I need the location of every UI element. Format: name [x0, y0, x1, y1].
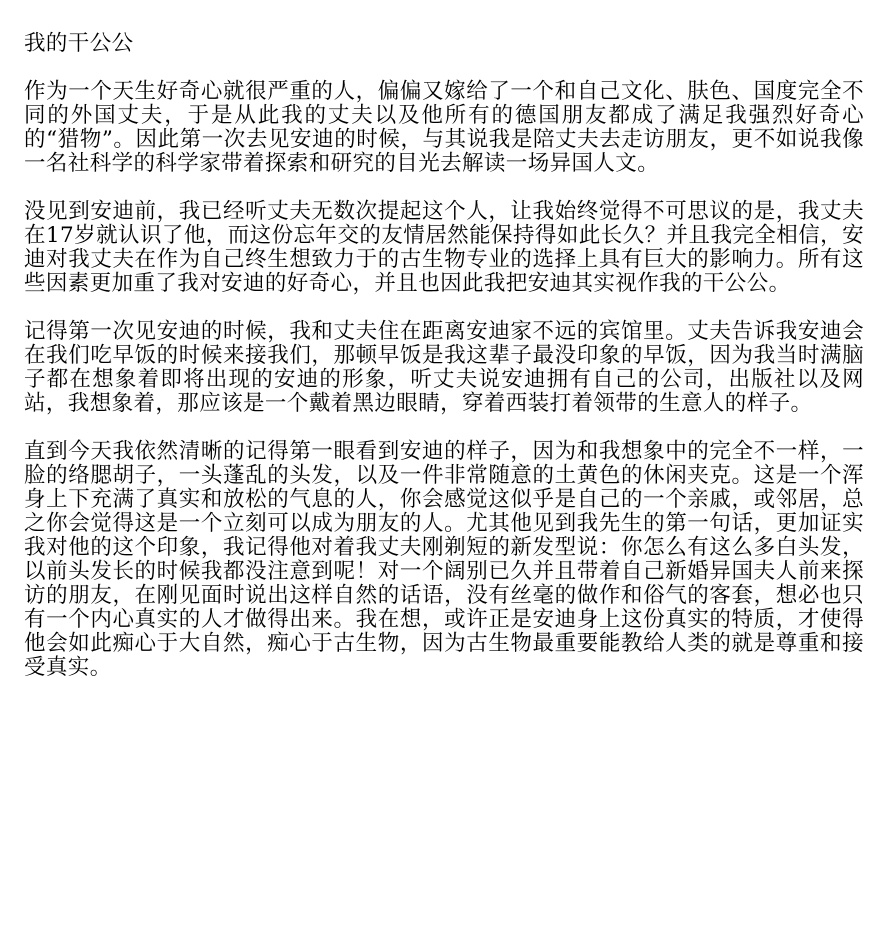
paragraph-3: 记得第一次见安迪的时候，我和丈夫住在距离安迪家不远的宾馆里。丈夫告诉我安迪会在我们吃早饭的时候来接我们，那顿早饭是我这辈子最没印象的早饭，因为我当时满脑子都在想象着即将出现的安迪的形象，听丈夫说安迪拥有自己的公司，出版社以及网站，我想象着，那应该是一个戴着黑边眼睛，穿着西装打着领带的生意人的样子。 [24, 319, 864, 416]
paragraph-2: 没见到安迪前，我已经听丈夫无数次提起这个人，让我始终觉得不可思议的是，我丈夫在17岁就认识了他，而这份忘年交的友情居然能保持得如此长久？并且我完全相信，安迪对我丈夫在作为自己终生想致力于的古生物专业的选择上具有巨大的影响力。所有这些因素更加重了我对安迪的好奇心，并且也因此我把安迪其实视作我的干公公。 [24, 199, 864, 296]
paragraph-4: 直到今天我依然清晰的记得第一眼看到安迪的样子，因为和我想象中的完全不一样，一脸的络腮胡子，一头蓬乱的头发，以及一件非常随意的土黄色的休闲夹克。这是一个浑身上下充满了真实和放松的气息的人，你会感觉这似乎是自己的一个亲戚，或邻居，总之你会觉得这是一个立刻可以成为朋友的人。尤其他见到我先生的第一句话，更加证实我对他的这个印象，我记得他对着我丈夫刚剃短的新发型说：你怎么有这么多白头发，以前头发长的时候我都没注意到呢！对一个阔别已久并且带着自己新婚异国夫人前来探访的朋友，在刚见面时说出这样自然的话语，没有丝毫的做作和俗气的客套，想必也只有一个内心真实的人才做得出来。我在想，或许正是安迪身上这份真实的特质，才使得他会如此痴心于大自然，痴心于古生物，因为古生物最重要能教给人类的就是尊重和接受真实。 [24, 439, 864, 680]
paragraph-1: 作为一个天生好奇心就很严重的人，偏偏又嫁给了一个和自己文化、肤色、国度完全不同的外国丈夫，于是从此我的丈夫以及他所有的德国朋友都成了满足我强烈好奇心的“猎物”。因此第一次去见安迪的时候，与其说我是陪丈夫去走访朋友，更不如说我像一名社科学的科学家带着探索和研究的目光去解读一场异国人文。 [24, 79, 864, 176]
document-title: 我的干公公 [24, 31, 134, 56]
document [24, 32, 864, 680]
